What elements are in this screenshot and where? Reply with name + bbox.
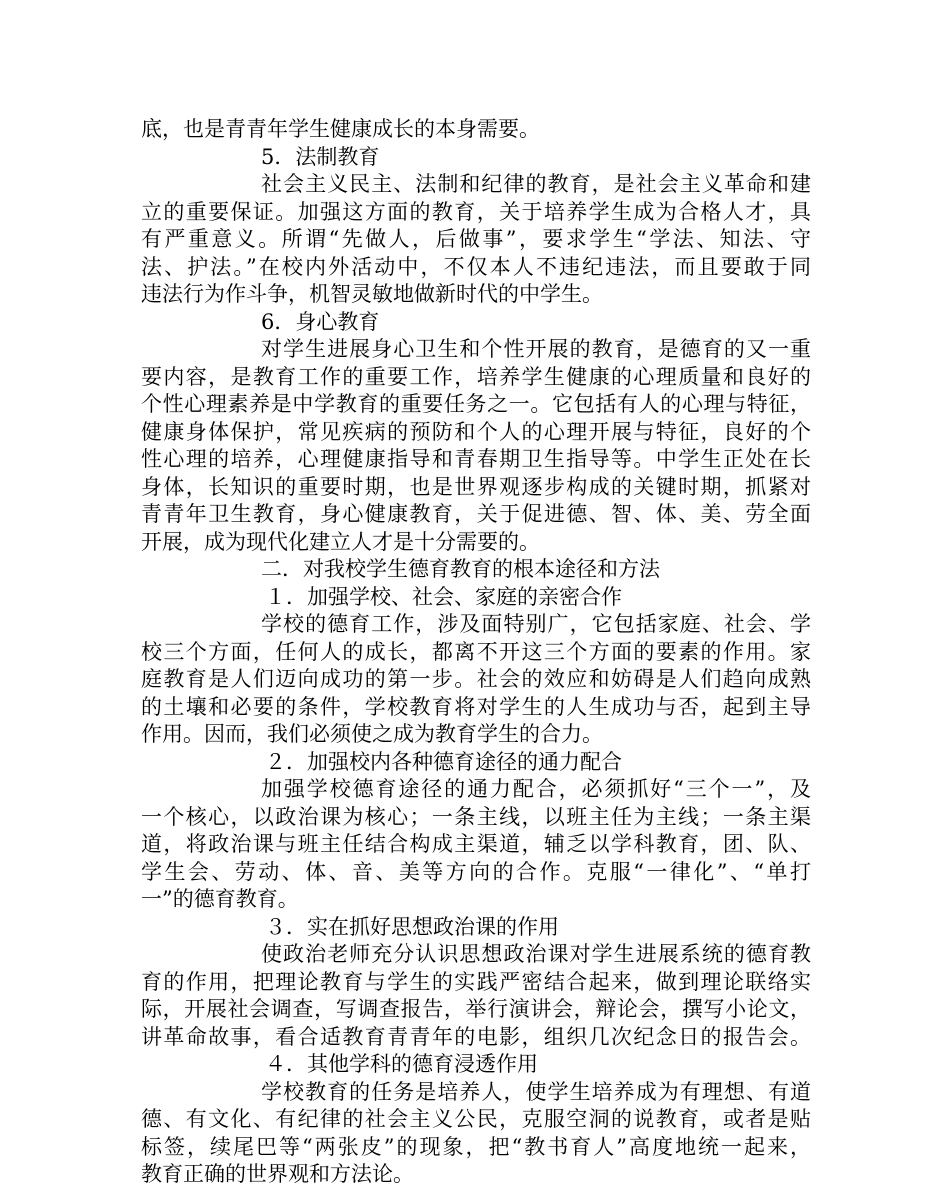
text-line: 学生会、劳动、体、音、美等方向的合作。克服“一律化”、“单打 (141, 859, 811, 884)
text-line: 作用。因而，我们必须使之成为教育学生的合力。 (141, 722, 603, 746)
text-line: ２．加强校内各种德育途径的通力配合 (265, 749, 622, 774)
text-line: 校三个方面，任何人的成长，都离不开这三个方面的要素的作用。家 (141, 639, 811, 664)
text-line: 要内容，是教育工作的重要工作，培养学生健康的心理质量和良好的 (141, 364, 811, 389)
text-line: 际，开展社会调查，写调查报告，举行演讲会，辩论会，撰写小论文， (141, 997, 811, 1021)
text-line: １．加强学校、社会、家庭的亲密合作 (265, 584, 622, 609)
text-line: 青青年卫生教育，身心健康教育，关于促进德、智、体、美、劳全面 (141, 502, 811, 526)
text-line: 社会主义民主、法制和纪律的教育，是社会主义革命和建 (261, 172, 811, 196)
text-line: 的土壤和必要的条件，学校教育将对学生的人生成功与否，起到主导 (141, 694, 811, 719)
text-line: 底，也是青青年学生健康成长的本身需要。 (141, 117, 540, 141)
text-line: 立的重要保证。加强这方面的教育，关于培养学生成为合格人才，具 (141, 199, 811, 224)
text-line: 二．对我校学生德育教育的根本途径和方法 (261, 557, 660, 581)
text-line: 教育正确的世界观和方法论。 (141, 1162, 414, 1186)
text-line: 一个核心，以政治课为核心；一条主线，以班主任为主线；一条主渠 (141, 804, 811, 829)
text-line: 学校教育的任务是培养人，使学生培养成为有理想、有道 (261, 1079, 811, 1104)
text-line: 育的作用，把理论教育与学生的实践严密结合起来，做到理论联络实 (141, 969, 811, 994)
text-line: 健康身体保护，常见疾病的预防和个人的心理开展与特征，良好的个 (141, 419, 811, 444)
text-line: 讲革命故事，看合适教育青青年的电影，组织几次纪念日的报告会。 (141, 1024, 811, 1049)
text-line: 标签，续尾巴等“两张皮”的现象，把“教书育人”高度地统一起来， (141, 1134, 811, 1159)
text-line: 有严重意义。所谓“先做人，后做事”，要求学生“学法、知法、守 (141, 227, 811, 251)
text-line: 庭教育是人们迈向成功的第一步。社会的效应和妨碍是人们趋向成熟 (141, 667, 811, 691)
text-line: 加强学校德育途径的通力配合，必须抓好“三个一”，及 (261, 777, 811, 801)
text-line: 开展，成为现代化建立人才是十分需要的。 (141, 529, 540, 554)
text-line: 6．身心教育 (261, 309, 380, 334)
text-line: 使政治老师充分认识思想政治课对学生进展系统的德育教 (261, 942, 811, 966)
text-line: ３．实在抓好思想政治课的作用 (265, 914, 559, 939)
text-line: 道，将政治课与班主任结合构成主渠道，辅乏以学科教育，团、队、 (141, 832, 811, 856)
text-line: ４．其他学科的德育浸透作用 (265, 1052, 538, 1076)
text-line: 法、护法。”在校内外活动中，不仅本人不违纪违法，而且要敢于同 (141, 254, 811, 279)
text-line: 德、有文化、有纪律的社会主义公民，克服空洞的说教育，或者是贴 (141, 1107, 811, 1131)
text-line: 违法行为作斗争，机智灵敏地做新时代的中学生。 (141, 282, 603, 306)
document-body (141, 116, 811, 1189)
text-line: 5．法制教育 (261, 144, 380, 169)
text-line: 个性心理素养是中学教育的重要任务之一。它包括有人的心理与特征， (141, 392, 811, 416)
text-line: 身体，长知识的重要时期，也是世界观逐步构成的关键时期，抓紧对 (141, 474, 811, 499)
text-line: 性心理的培养，心理健康指导和青春期卫生指导等。中学生正处在长 (141, 447, 811, 471)
text-line: 对学生进展身心卫生和个性开展的教育，是德育的又一重 (261, 337, 811, 361)
text-line: 一”的德育教育。 (141, 887, 299, 911)
text-line: 学校的德育工作，涉及面特别广，它包括家庭、社会、学 (261, 612, 811, 636)
